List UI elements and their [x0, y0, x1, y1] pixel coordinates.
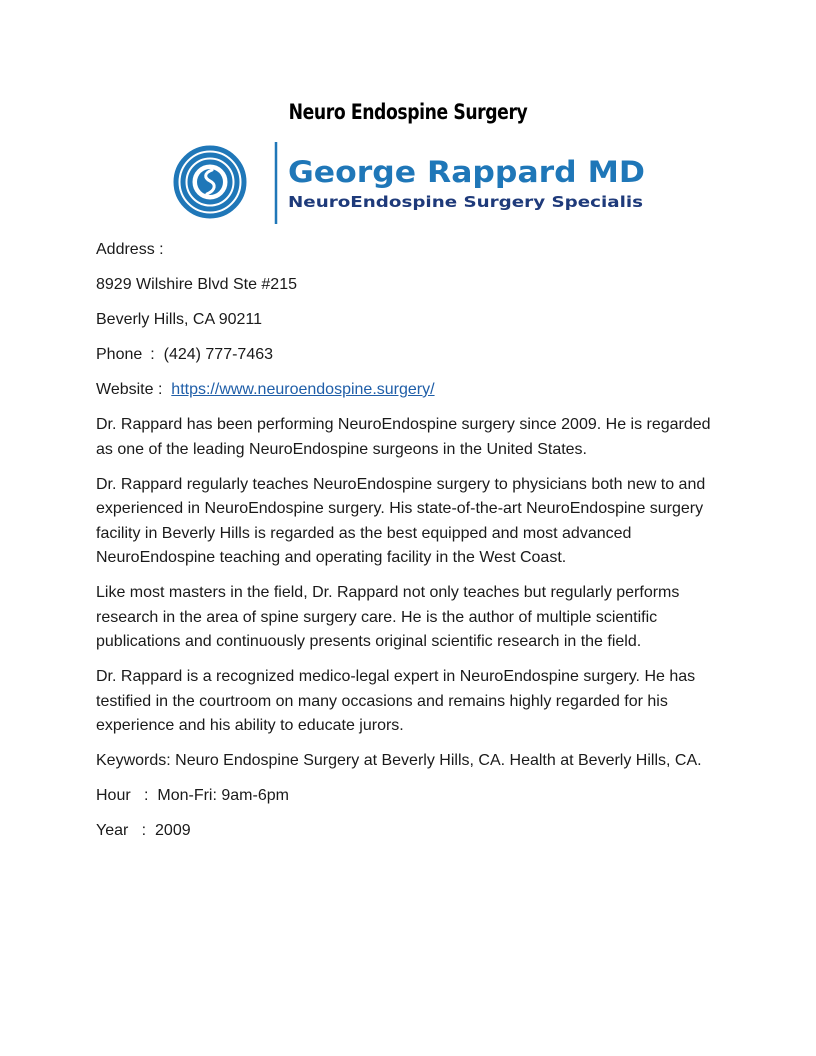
- hours-row: [96, 784, 720, 809]
- year-separator: :: [141, 822, 147, 839]
- hour-label: Hour: [96, 787, 131, 804]
- phone-label: Phone: [96, 346, 143, 363]
- hour-separator: :: [144, 787, 149, 804]
- year-value: 2009: [155, 822, 191, 839]
- website-row: [96, 378, 720, 403]
- logo: [160, 140, 650, 226]
- phone-row: [96, 343, 720, 368]
- logo-tagline: NeuroEndospine Surgery Specialis: [288, 193, 643, 211]
- document-body: [96, 238, 720, 854]
- paragraph-3: Like most masters in the field, Dr. Rappard not only teaches but regularly performs research in the area of spine surgery care. He is the author of multiple scientific publications and continuously presents original scientific research in the field.: [96, 584, 680, 650]
- paragraph-2: Dr. Rappard regularly teaches NeuroEndospine surgery to physicians both new to and experienced in NeuroEndospine surgery. His state-of-the-art NeuroEndospine surgery facility in Beverly Hills is regarded as the best equipped and most advanced NeuroEndospine teaching and operating facility in the West Coast.: [96, 475, 706, 566]
- logo-name: George Rappard MD: [288, 155, 645, 189]
- address-line-1: 8929 Wilshire Blvd Ste #215: [96, 276, 297, 293]
- keywords: Keywords: Neuro Endospine Surgery at Beverly Hills, CA. Health at Beverly Hills, CA.: [96, 752, 702, 769]
- year-row: [96, 819, 720, 844]
- paragraph-4: Dr. Rappard is a recognized medico-legal expert in NeuroEndospine surgery. He has testified in the courtroom on many occasions and remains highly regarded for his experience and his ability to educate jurors.: [96, 668, 696, 734]
- paragraph-1: Dr. Rappard has been performing NeuroEndospine surgery since 2009. He is regarded as one of the leading NeuroEndospine surgeons in the United States.: [96, 416, 711, 458]
- phone-separator: :: [150, 346, 155, 363]
- page-title: Neuro Endospine Surgery: [288, 100, 528, 124]
- hour-value: Mon-Fri: 9am-6pm: [157, 787, 289, 804]
- year-label: Year: [96, 822, 129, 839]
- phone-value: (424) 777-7463: [163, 346, 274, 363]
- address-line-2: Beverly Hills, CA 90211: [96, 311, 262, 328]
- address-label: Address :: [96, 241, 164, 258]
- logo-mark-icon: [176, 148, 244, 216]
- website-label: Website :: [96, 381, 163, 398]
- website-link[interactable]: https://www.neuroendospine.surgery/: [171, 381, 435, 398]
